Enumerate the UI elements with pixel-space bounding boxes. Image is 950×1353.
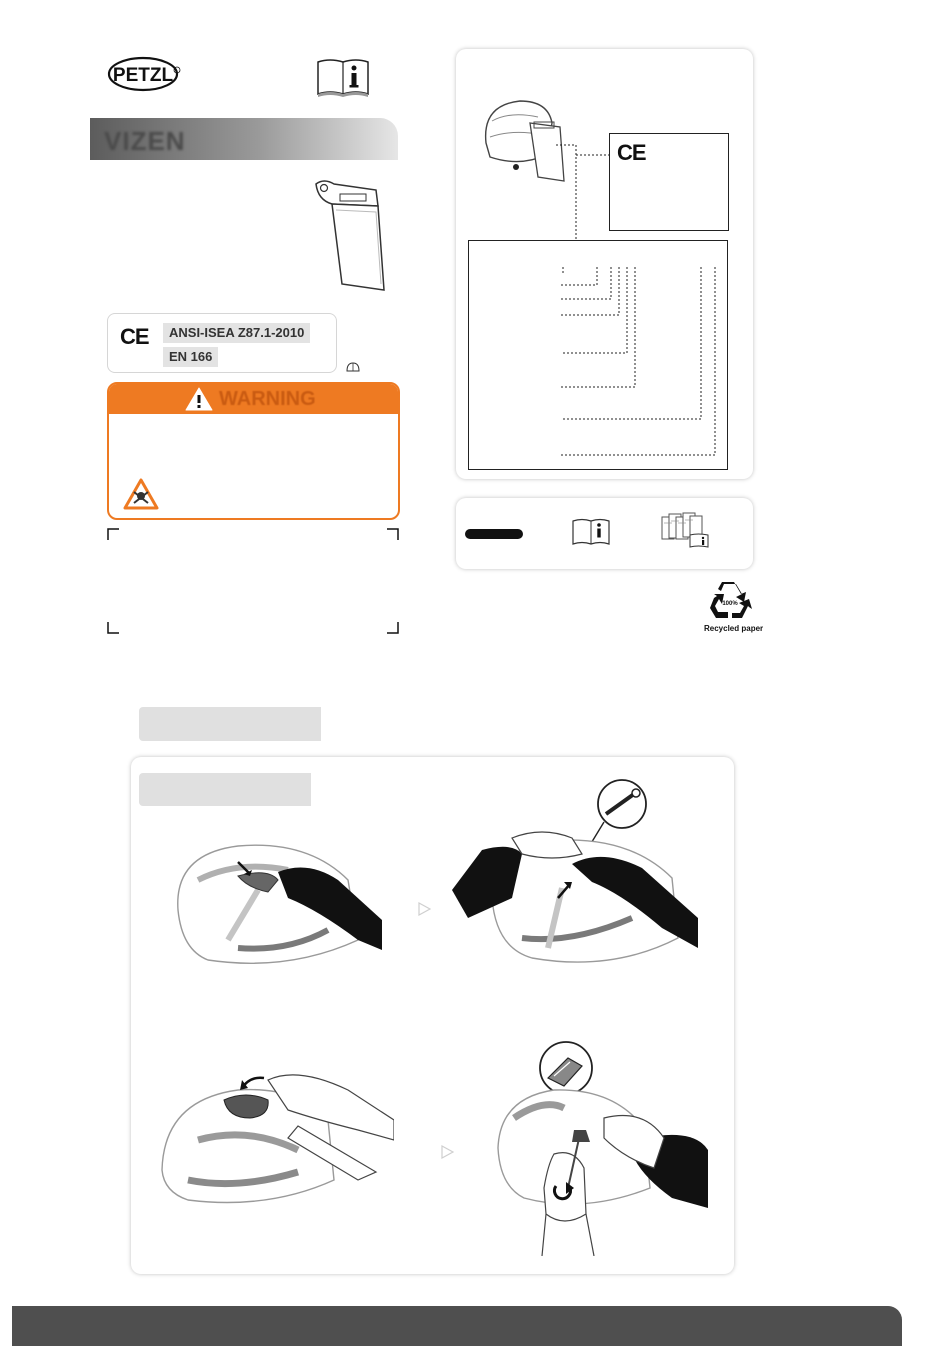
- step-arrow-icon: [417, 902, 431, 916]
- hazard-icon: [123, 478, 159, 510]
- step-arrow-icon-2: [440, 1145, 454, 1159]
- black-label-bar: [465, 529, 523, 539]
- step-4-illustration: [494, 1038, 712, 1256]
- warning-label: WARNING: [219, 388, 316, 410]
- certification-box: [107, 313, 337, 373]
- subsection-tab: [139, 773, 311, 806]
- brand-name: PETZL: [112, 65, 174, 86]
- crop-frame: [107, 528, 399, 634]
- ce-mark: CE: [120, 324, 149, 349]
- connector-lines: [456, 49, 753, 249]
- marking-leader-lines: [469, 241, 727, 469]
- ce-mark-inset: CE: [617, 140, 646, 165]
- warning-box: [107, 382, 400, 520]
- step-3-illustration: [158, 1060, 394, 1208]
- standard-en166: EN 166: [163, 347, 218, 367]
- multi-book-icon: [660, 511, 710, 549]
- warning-triangle-icon: [185, 387, 213, 411]
- product-title: VIZEN: [104, 126, 186, 156]
- section-tab: [139, 707, 321, 741]
- small-helmet-icon: [346, 360, 360, 372]
- step-1-illustration: [168, 840, 384, 976]
- recycle-label: Recycled paper: [704, 624, 764, 633]
- recycle-icon: [708, 580, 752, 624]
- info-book-icon: [316, 54, 370, 98]
- step-2-illustration: [452, 778, 702, 974]
- visor-illustration: [306, 176, 386, 294]
- info-book-icon-small: [572, 516, 610, 546]
- petzl-logo: [107, 56, 183, 92]
- marking-legend-box: [468, 240, 728, 470]
- standard-ansi: ANSI-ISEA Z87.1-2010: [163, 323, 310, 343]
- marking-panel: [456, 49, 753, 479]
- footer-bar: [12, 1306, 902, 1346]
- recycle-percent: 100%: [722, 601, 738, 607]
